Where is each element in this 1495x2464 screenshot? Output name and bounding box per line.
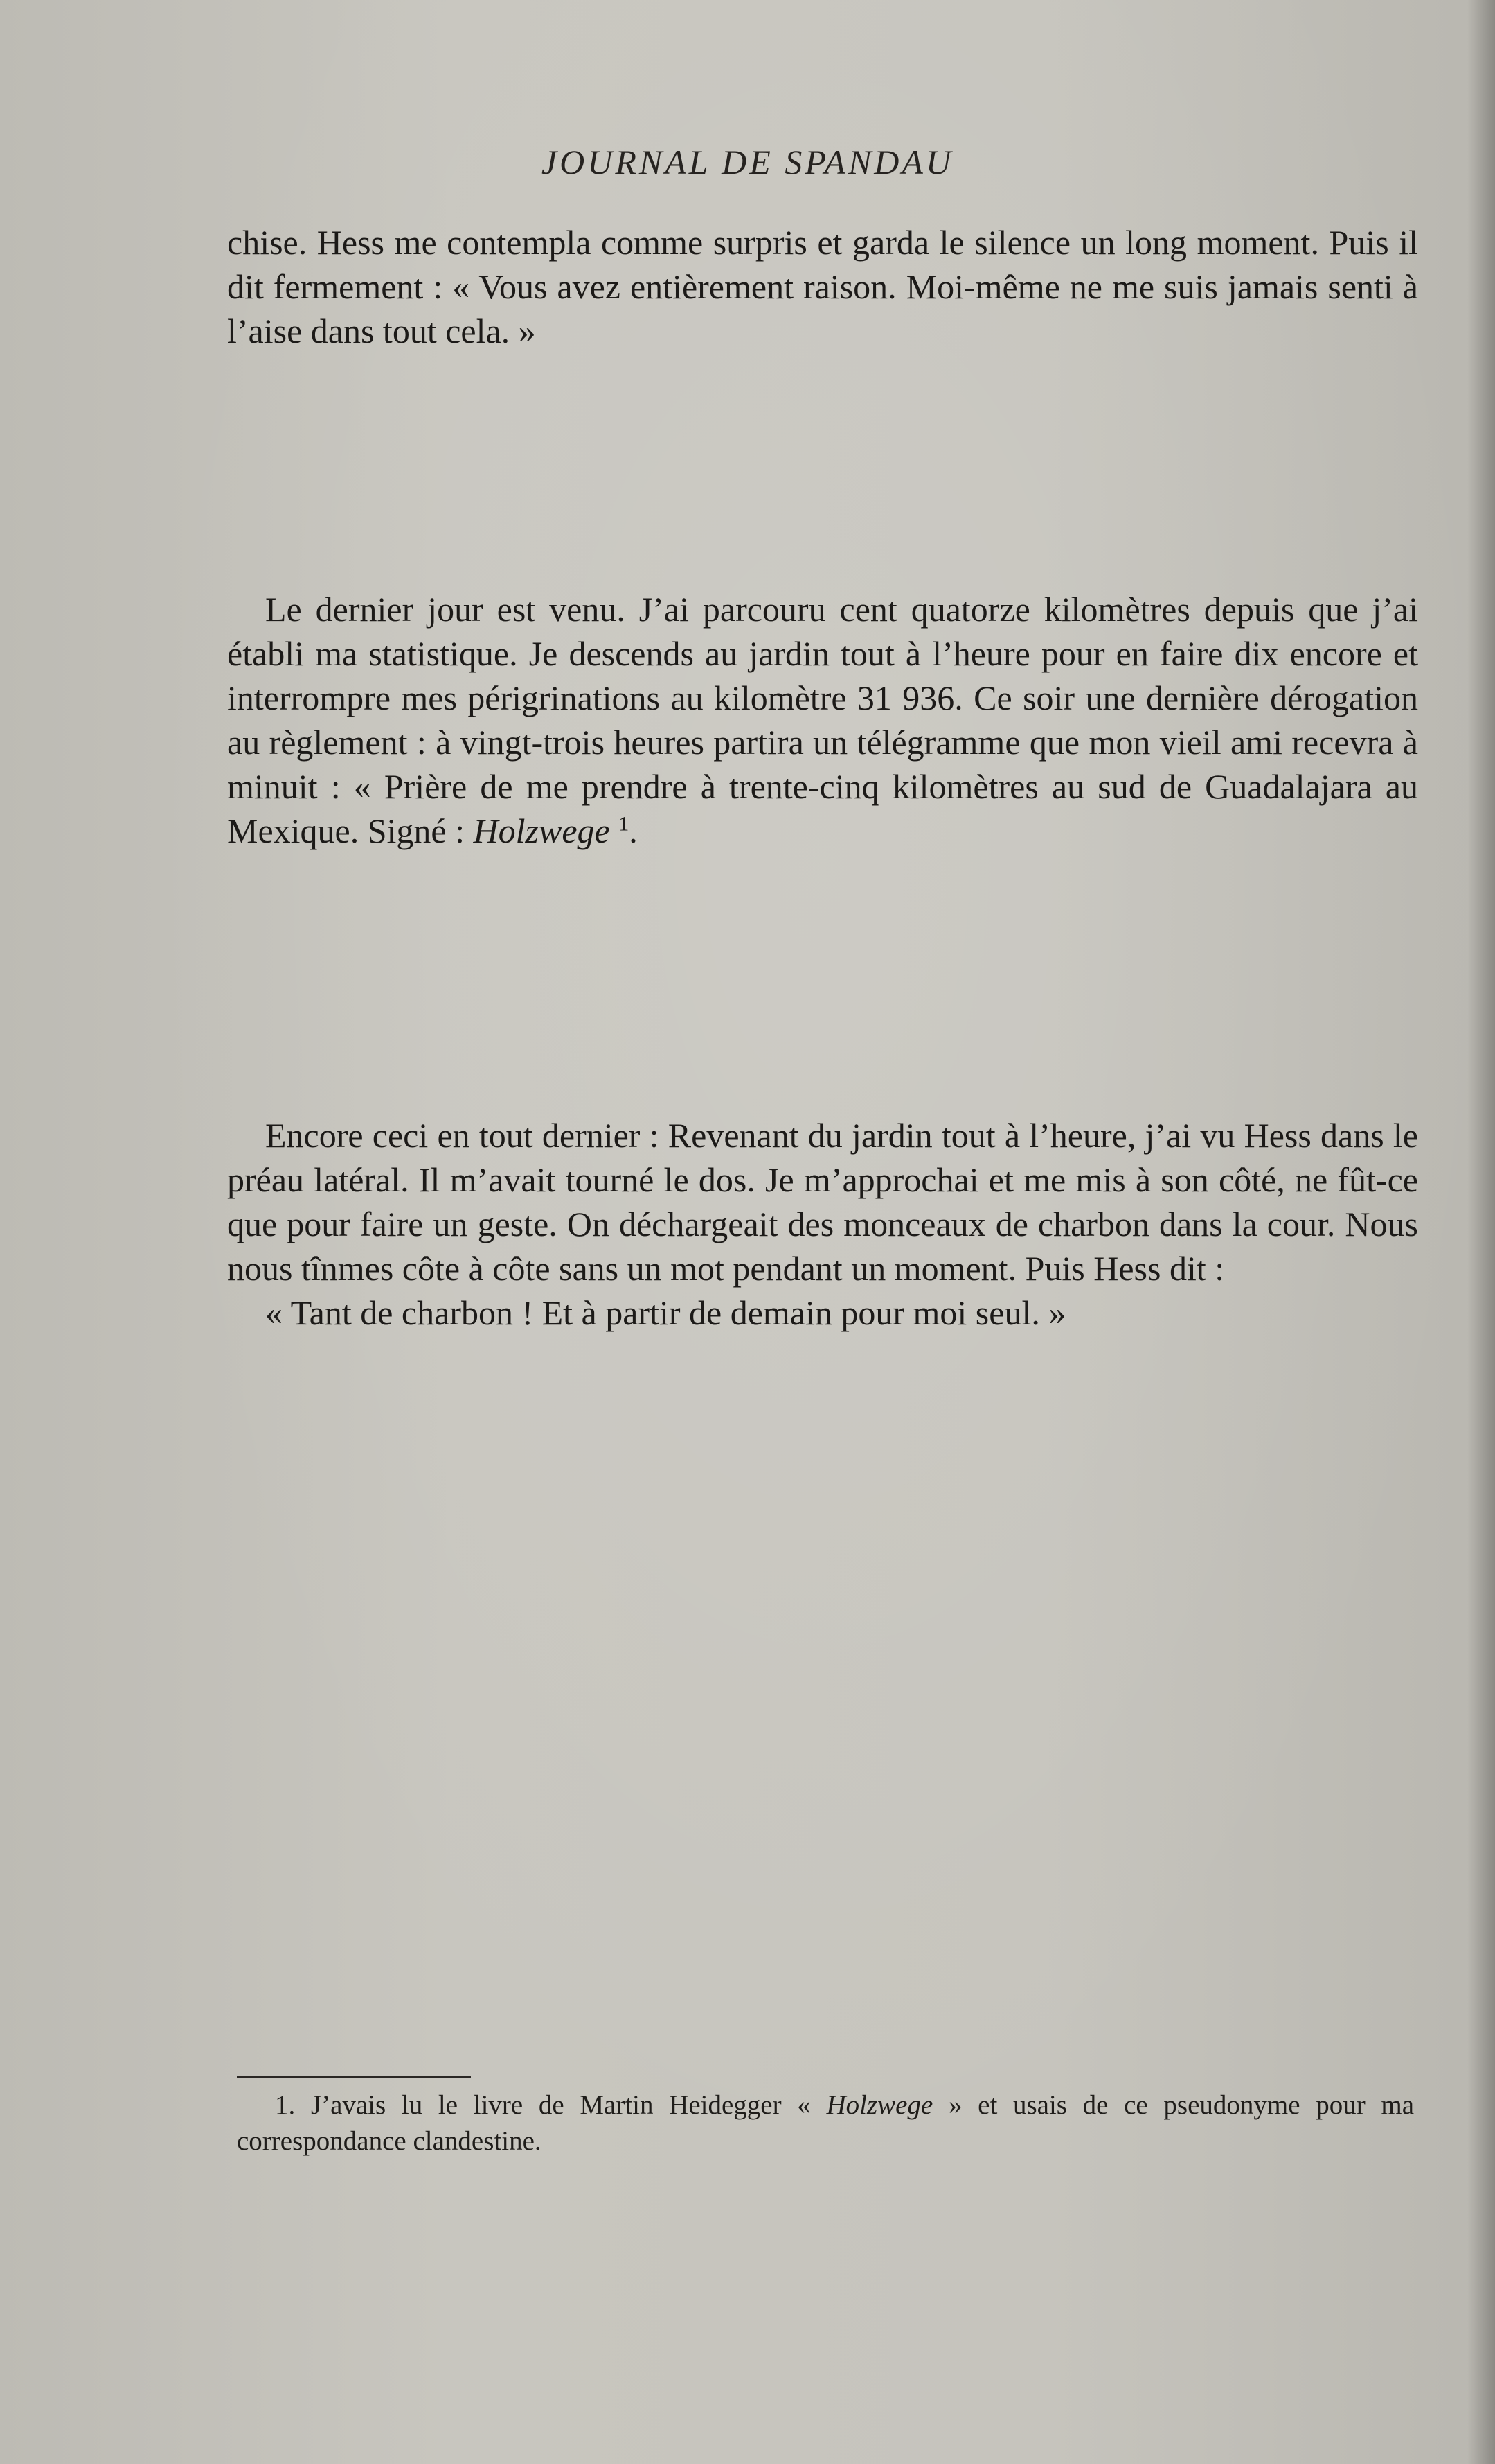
- paragraph-text: chise. Hess me contempla comme surpris et garda le silence un long moment. Puis il dit fermement : « Vous avez entièrement raison. Moi-même ne me suis jamais senti à l’aise dans tout cela. »: [227, 223, 1418, 350]
- footnote-text-end: » et usais de ce pseudonyme pour ma correspondance clandestine.: [237, 2090, 1415, 2156]
- paragraph-text: Encore ceci en tout dernier : Revenant du jardin tout à l’heure, j’ai vu Hess dans le préau latéral. Il m’avait tourné le dos. Je m’approchai et me mis à son côté, ne fût-ce que pour faire un geste. On déchargeait des monceaux de charbon dans la cour. Nous nous tînmes côte à côte sans un mot pendant un moment. Puis Hess dit :: [227, 1116, 1418, 1288]
- paragraph-final-words: [227, 1113, 1418, 1335]
- running-title: JOURNAL DE SPANDAU: [541, 143, 954, 181]
- paragraph-text: Le dernier jour est venu. J’ai parcouru cent quatorze kilomètres depuis que j’ai établi ma statistique. Je descends au jardin tout à l’heure pour en faire dix encore et interrompre mes périgrinations au kilomètre 31 936. Ce soir une dernière dérogation au règlement : à vingt-trois heures partira un télégramme que mon vieil ami recevra à minuit : « Prière de me prendre à trente-cinq kilomètres au sud de Guadalajara au Mexique. Signé :: [227, 590, 1418, 850]
- footnote-number: 1.: [275, 2090, 296, 2120]
- footnote-divider: [237, 2076, 471, 2078]
- footnote-text: J’avais lu le livre de Martin Heidegger «: [310, 2090, 827, 2120]
- footnote: [237, 2087, 1414, 2159]
- footnote-reference: 1: [618, 812, 629, 836]
- paragraph-end: .: [629, 811, 638, 850]
- paragraph-continuation: [227, 220, 1418, 353]
- italic-pseudonym: Holzwege: [473, 811, 610, 850]
- footnote-italic: Holzwege: [826, 2090, 933, 2120]
- paragraph-quote: « Tant de charbon ! Et à partir de demain pour moi seul. »: [265, 1293, 1066, 1332]
- paragraph-last-day: [227, 587, 1418, 853]
